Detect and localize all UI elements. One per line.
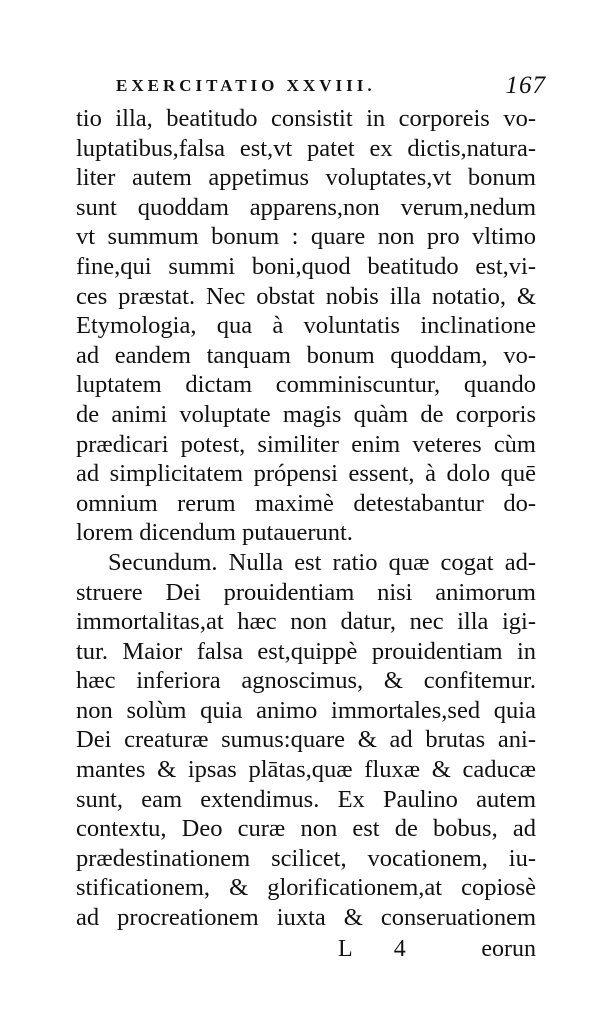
text-line: contextu, Deo curæ non est de bobus, ad bbox=[76, 815, 536, 843]
text-line: fine,qui summi boni,quod beatitudo est,vi- bbox=[76, 252, 536, 280]
text-line: hæc inferiora agnoscimus, & confitemur. bbox=[76, 667, 536, 695]
text-line: sunt quoddam apparens,non verum,nedum bbox=[76, 193, 536, 221]
catchword: eorun bbox=[481, 936, 536, 962]
text-line: ad eandem tanquam bonum quoddam, vo- bbox=[76, 341, 536, 369]
text-line: ad procreationem iuxta & conseruationem bbox=[76, 904, 536, 932]
running-head-title: EXERCITATIO XXVIII. bbox=[116, 76, 376, 95]
text-line: vt summum bonum : quare non pro vltimo bbox=[76, 223, 536, 251]
text-line: tur. Maior falsa est,quippè prouidentiam in bbox=[76, 637, 536, 665]
text-line: stificationem, & glorificationem,at copiosè bbox=[76, 874, 536, 902]
text-line: luptatem dictam comminiscuntur, quando bbox=[76, 371, 536, 399]
text-line: omnium rerum maximè detestabantur do- bbox=[76, 489, 536, 517]
text-line: luptatibus,falsa est,vt patet ex dictis,natura- bbox=[76, 134, 536, 162]
text-line: liter autem appetimus voluptates,vt bonum bbox=[76, 164, 536, 192]
text-line: struere Dei prouidentiam nisi animorum bbox=[76, 578, 536, 606]
running-head bbox=[116, 72, 546, 102]
text-line: prædicari potest, similiter enim veteres cùm bbox=[76, 430, 536, 458]
text-line: Etymologia, qua à voluntatis inclinatione bbox=[76, 312, 536, 340]
text-line: Dei creaturæ sumus:quare & ad brutas ani- bbox=[76, 726, 536, 754]
text-line: immortalitas,at hæc non datur, nec illa igi- bbox=[76, 608, 536, 636]
text-line: prædestinationem scilicet, vocationem, iu- bbox=[76, 844, 536, 872]
body-text bbox=[76, 104, 536, 933]
text-line: ad simplicitatem própensi essent, à dolo quē bbox=[76, 460, 536, 488]
text-line: tio illa, beatitudo consistit in corporeis vo- bbox=[76, 105, 536, 132]
paragraph-start-line: Secundum. Nulla est ratio quæ cogat ad- bbox=[108, 548, 536, 576]
page-footer bbox=[76, 936, 536, 966]
text-line: lorem dicendum putauerunt. bbox=[76, 519, 353, 547]
signature-mark: L 4 bbox=[338, 936, 424, 962]
text-line: ces præstat. Nec obstat nobis illa notatio, & bbox=[76, 282, 536, 310]
text-line: non solùm quia animo immortales,sed quia bbox=[76, 696, 536, 724]
page-number: 167 bbox=[505, 72, 546, 99]
text-line: sunt, eam extendimus. Ex Paulino autem bbox=[76, 785, 536, 813]
text-line: mantes & ipsas plātas,quæ fluxæ & caducæ bbox=[76, 756, 536, 784]
text-line: de animi voluptate magis quàm de corporis bbox=[76, 400, 536, 428]
